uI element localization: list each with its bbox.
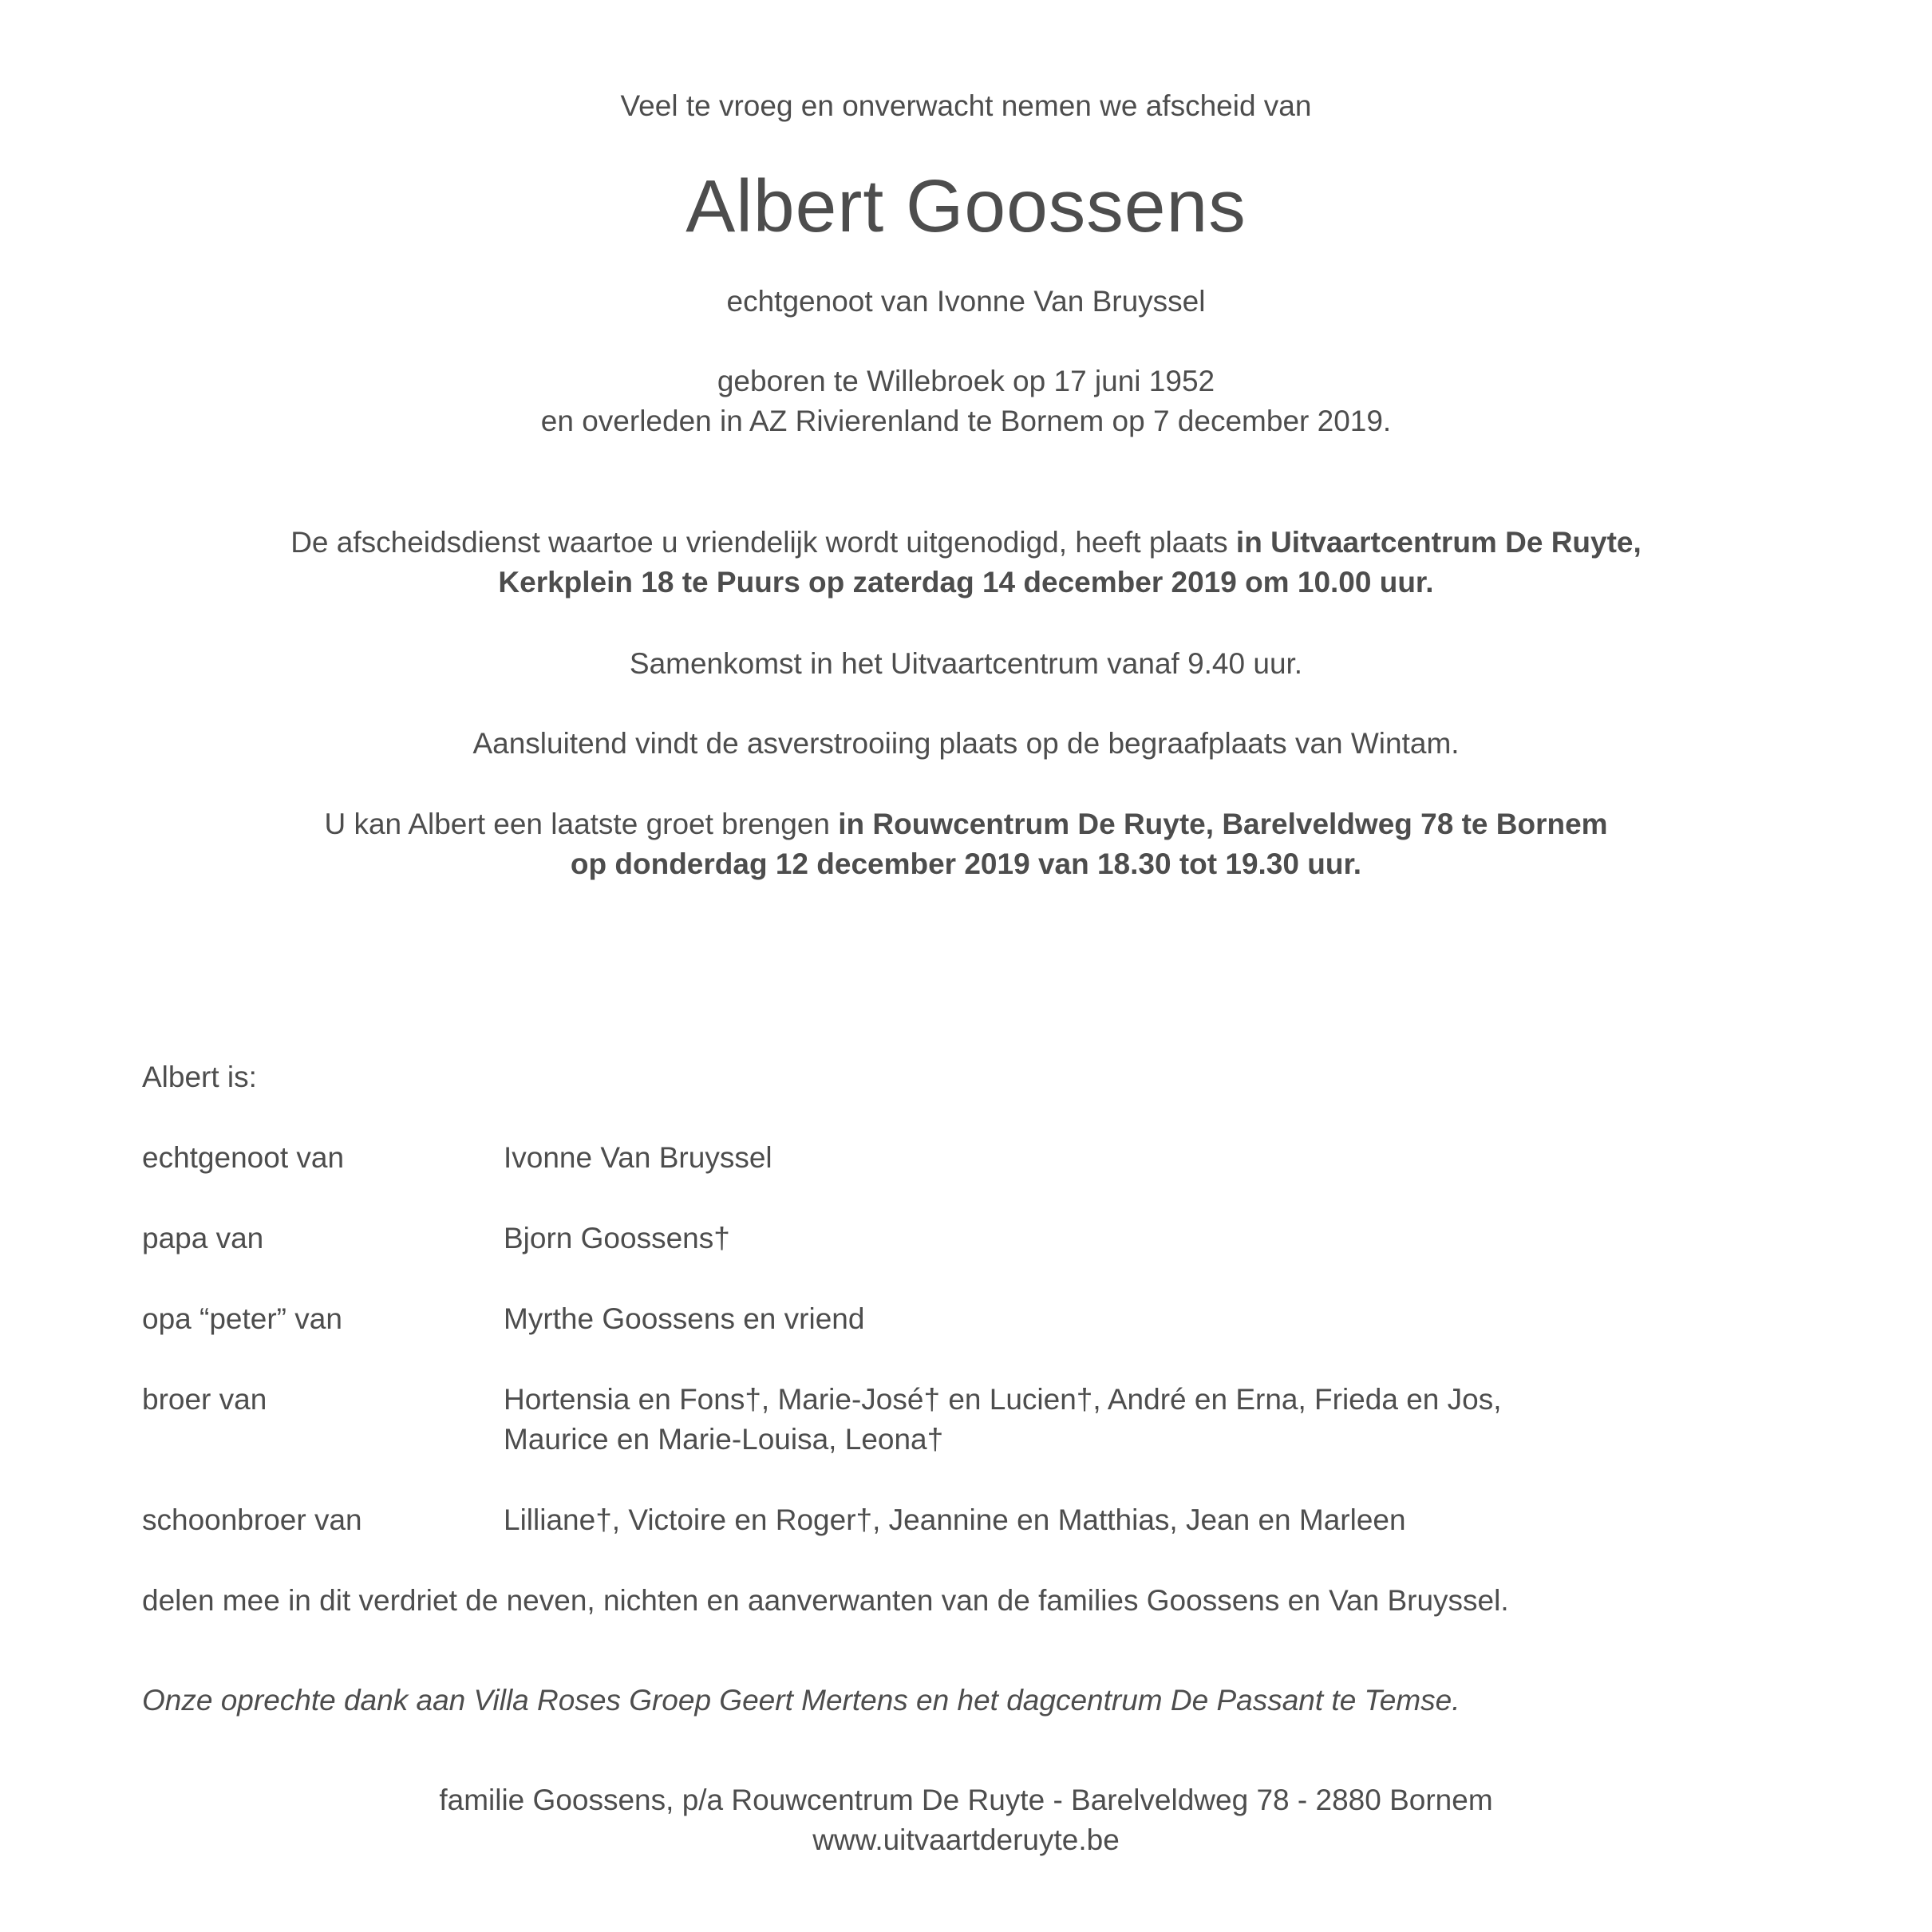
relation-label: broer van xyxy=(142,1383,267,1416)
footer-address: familie Goossens, p/a Rouwcentrum De Ruyte - Barelveldweg 78 - 2880 Bornem xyxy=(439,1784,1493,1816)
relation-value: Myrthe Goossens en vriend xyxy=(504,1302,865,1335)
footer-website: www.uitvaartderuyte.be xyxy=(812,1823,1120,1856)
born-line: geboren te Willebroek op 17 juni 1952 xyxy=(717,365,1215,397)
thanks-line: Onze oprechte dank aan Villa Roses Groep Geert Mertens en het dagcentrum De Passant te Temse. xyxy=(142,1684,1460,1717)
ashes-line: Aansluitend vindt de asverstrooiing plaats op de begraafplaats van Wintam. xyxy=(472,727,1460,760)
relation-value: Lilliane†, Victoire en Roger†, Jeannine en Matthias, Jean en Marleen xyxy=(504,1503,1406,1536)
share-line: delen mee in dit verdriet de neven, nichten en aanverwanten van de families Goossens en Van Bruyssel. xyxy=(142,1584,1509,1617)
relation-value: Bjorn Goossens† xyxy=(504,1222,730,1254)
service-line-1-bold: in Uitvaartcentrum De Ruyte, xyxy=(1235,526,1642,559)
intro-text: Veel te vroeg en onverwacht nemen we afscheid van xyxy=(620,89,1312,122)
service-line-2: Kerkplein 18 te Puurs op zaterdag 14 december 2019 om 10.00 uur. xyxy=(498,566,1434,599)
gathering-line: Samenkomst in het Uitvaartcentrum vanaf 9.40 uur. xyxy=(629,647,1303,680)
relation-label: echtgenoot van xyxy=(142,1141,345,1174)
service-line-1-regular: De afscheidsdienst waartoe u vriendelijk wordt uitgenodigd, heeft plaats xyxy=(290,526,1236,559)
relation-label: schoonbroer van xyxy=(142,1503,362,1536)
service-line-1 xyxy=(0,523,1932,563)
spouse-line: echtgenoot van Ivonne Van Bruyssel xyxy=(726,285,1206,318)
deceased-name: Albert Goossens xyxy=(685,164,1247,247)
visit-line-1-regular: U kan Albert een laatste groet brengen xyxy=(324,808,839,840)
relations-intro: Albert is: xyxy=(142,1061,257,1093)
relation-label: opa “peter” van xyxy=(142,1302,342,1335)
relation-value: Ivonne Van Bruyssel xyxy=(504,1141,772,1174)
visit-line-2: op donderdag 12 december 2019 van 18.30 tot 19.30 uur. xyxy=(570,847,1362,880)
visit-line-1 xyxy=(0,804,1932,844)
visit-line-1-bold: in Rouwcentrum De Ruyte, Barelveldweg 78 te Bornem xyxy=(838,808,1608,840)
died-line: en overleden in AZ Rivierenland te Bornem op 7 december 2019. xyxy=(540,405,1392,437)
relation-value: Hortensia en Fons†, Marie-José† en Lucien†, André en Erna, Frieda en Jos, xyxy=(504,1383,1502,1416)
relation-value: Maurice en Marie-Louisa, Leona† xyxy=(504,1423,944,1456)
relation-label: papa van xyxy=(142,1222,264,1254)
